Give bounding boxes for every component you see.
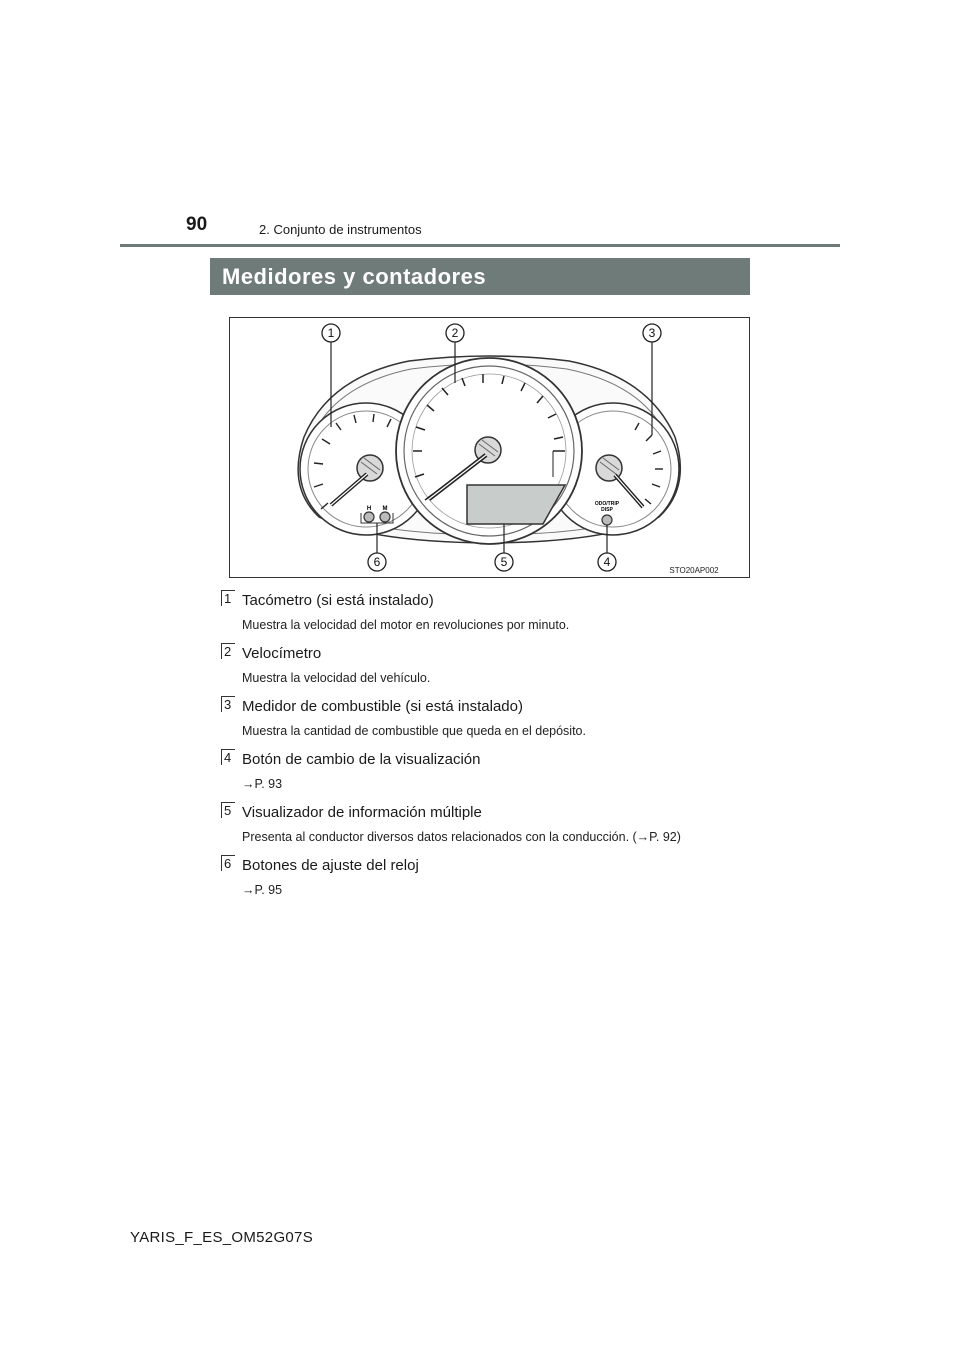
instrument-cluster-figure (229, 317, 750, 578)
item-title: Medidor de combustible (si está instalado) (242, 698, 523, 715)
item-number: 5 (221, 802, 235, 818)
item-description: Presenta al conductor diversos datos relacionados con la conducción. (→P. 92) (242, 830, 681, 844)
item-title: Visualizador de información múltiple (242, 804, 482, 821)
item-number: 2 (221, 643, 235, 659)
item-number: 1 (221, 590, 235, 606)
list-item (221, 802, 781, 845)
item-number: 6 (221, 855, 235, 871)
callout-4: 4 (603, 555, 611, 569)
display-change-button[interactable] (602, 515, 612, 525)
clock-minute-label: M (382, 506, 388, 512)
callout-5: 5 (500, 555, 508, 569)
item-number: 4 (221, 749, 235, 765)
display-button-label-bottom: DISP (601, 507, 613, 513)
page-reference-link[interactable]: →P. 93 (242, 777, 283, 791)
item-description: Muestra la cantidad de combustible que queda en el depósito. (242, 724, 586, 738)
clock-minute-button[interactable] (380, 512, 390, 522)
page-number: 90 (186, 214, 208, 235)
header-divider (120, 244, 840, 247)
item-description: Muestra la velocidad del motor en revoluciones por minuto. (242, 618, 570, 632)
section-title: Medidores y contadores (210, 258, 750, 295)
item-title: Tacómetro (si está instalado) (242, 592, 434, 609)
chapter-title: 2. Conjunto de instrumentos (259, 222, 422, 237)
instrument-cluster-illustration (229, 317, 750, 578)
footer-document-code: YARIS_F_ES_OM52G07S (130, 1229, 314, 1246)
clock-hour-button[interactable] (364, 512, 374, 522)
list-item (221, 749, 781, 792)
callout-3: 3 (648, 326, 656, 340)
list-item (221, 696, 781, 739)
display-button-label-top: ODO/TRIP (594, 501, 620, 507)
image-code: STO20AP002 (669, 566, 719, 575)
callout-1: 1 (327, 326, 335, 340)
callout-6: 6 (373, 555, 381, 569)
list-item (221, 855, 781, 898)
list-item (221, 590, 781, 633)
page-reference-link[interactable]: →P. 95 (242, 883, 283, 897)
item-title: Velocímetro (242, 645, 322, 662)
list-item (221, 643, 781, 686)
clock-hour-label: H (366, 506, 372, 512)
item-description: Muestra la velocidad del vehículo. (242, 671, 431, 685)
callout-2: 2 (451, 326, 459, 340)
item-title: Botón de cambio de la visualización (242, 751, 481, 768)
item-number: 3 (221, 696, 235, 712)
legend-list (221, 590, 781, 908)
item-title: Botones de ajuste del reloj (242, 857, 419, 874)
